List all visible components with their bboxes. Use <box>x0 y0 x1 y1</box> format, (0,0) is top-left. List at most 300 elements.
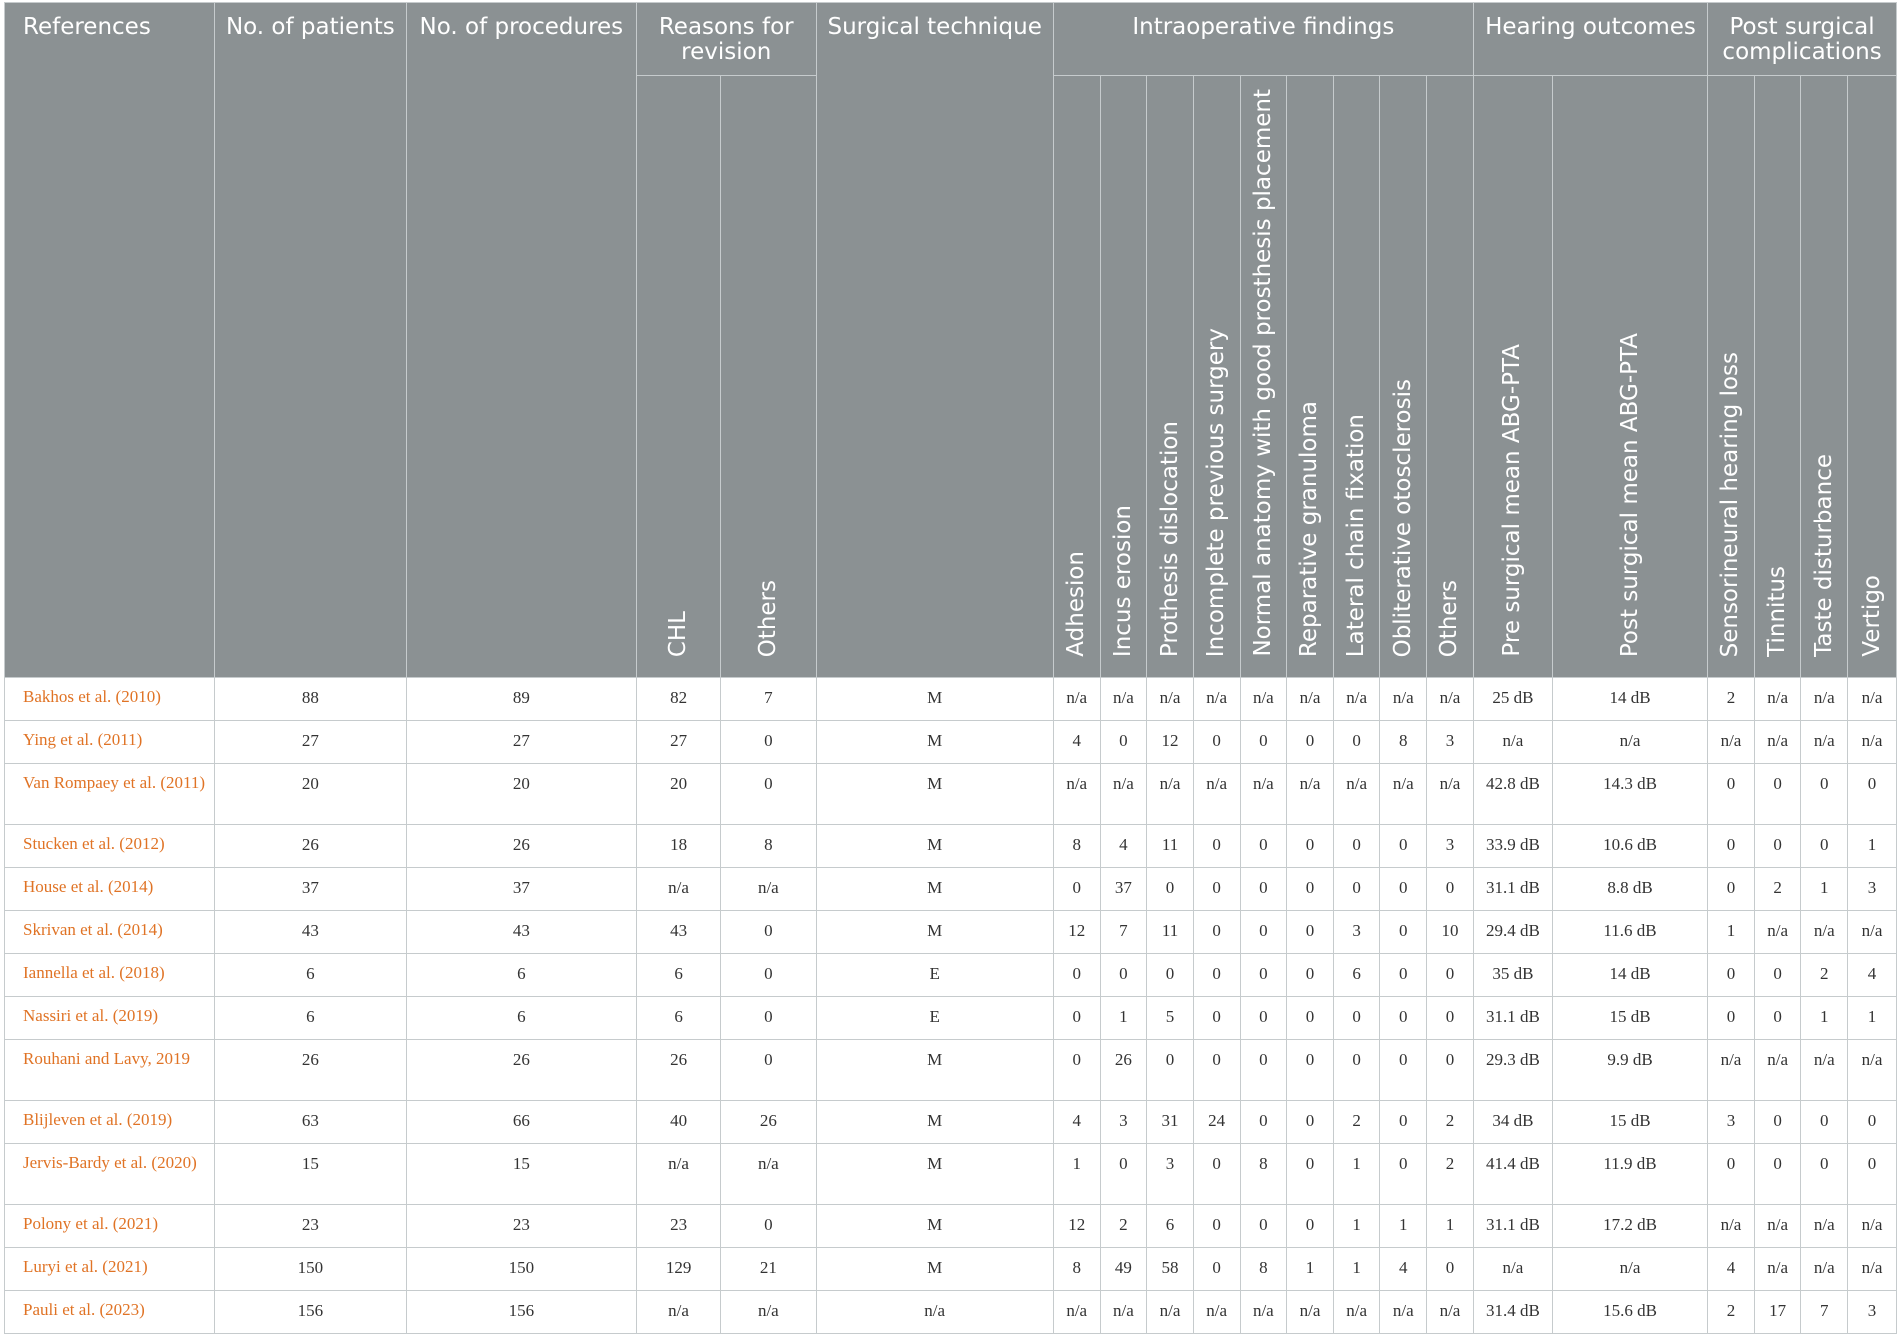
data-table <box>4 2 1897 1334</box>
header-vertigo <box>1848 76 1897 678</box>
table-cell: 42.8 dB <box>1473 764 1552 825</box>
table-cell: 0 <box>1053 954 1100 997</box>
table-cell: 31.1 dB <box>1473 868 1552 911</box>
table-cell: 8 <box>1380 721 1427 764</box>
table-cell: n/a <box>1848 911 1897 954</box>
table-cell: 11 <box>1147 911 1194 954</box>
header-tinnitus <box>1754 76 1801 678</box>
table-cell: 6 <box>214 954 406 997</box>
reference-link[interactable]: House et al. (2014) <box>5 868 215 911</box>
table-row <box>5 997 1897 1040</box>
table-cell: 10 <box>1427 911 1474 954</box>
header-pre-abg-label: Pre surgical mean ABG-PTA <box>1499 344 1526 657</box>
table-cell: 0 <box>1193 911 1240 954</box>
table-row <box>5 1040 1897 1101</box>
table-cell: n/a <box>721 868 816 911</box>
table-row <box>5 1291 1897 1334</box>
table-cell: 29.3 dB <box>1473 1040 1552 1101</box>
table-cell: 2 <box>1708 678 1755 721</box>
table-cell: 0 <box>721 1205 816 1248</box>
header-obliterative-otosclerosis-label: Obliterative otosclerosis <box>1389 378 1416 657</box>
table-cell: n/a <box>1287 678 1334 721</box>
reference-link[interactable]: Rouhani and Lavy, 2019 <box>5 1040 215 1101</box>
header-reasons: Reasons for revision <box>636 3 816 76</box>
table-cell: 41.4 dB <box>1473 1144 1552 1205</box>
reference-link[interactable]: Skrivan et al. (2014) <box>5 911 215 954</box>
reference-link[interactable]: Jervis-Bardy et al. (2020) <box>5 1144 215 1205</box>
table-cell: 7 <box>721 678 816 721</box>
table-cell: 0 <box>1053 997 1100 1040</box>
table-cell: 26 <box>721 1101 816 1144</box>
table-cell: 26 <box>1100 1040 1147 1101</box>
table-cell: n/a <box>1193 764 1240 825</box>
table-cell: n/a <box>636 1291 720 1334</box>
table-cell: n/a <box>1240 764 1287 825</box>
table-cell: 0 <box>1240 721 1287 764</box>
table-cell: 20 <box>406 764 636 825</box>
table-cell: 6 <box>636 954 720 997</box>
table-cell: 12 <box>1053 1205 1100 1248</box>
table-cell: n/a <box>1193 678 1240 721</box>
header-chl <box>636 76 720 678</box>
table-cell: 0 <box>1708 868 1755 911</box>
table-cell: n/a <box>1380 678 1427 721</box>
table-cell: 8 <box>1053 1248 1100 1291</box>
table-cell: 29.4 dB <box>1473 911 1552 954</box>
table-cell: 0 <box>1708 825 1755 868</box>
table-cell: 0 <box>1708 997 1755 1040</box>
table-cell: 0 <box>1240 954 1287 997</box>
table-cell: n/a <box>1552 1248 1707 1291</box>
table-cell: n/a <box>1053 764 1100 825</box>
table-cell: 0 <box>1708 1144 1755 1205</box>
table-cell: 0 <box>1333 997 1380 1040</box>
table-cell: 5 <box>1147 997 1194 1040</box>
table-row <box>5 721 1897 764</box>
table-cell: 0 <box>1427 954 1474 997</box>
table-cell: 156 <box>406 1291 636 1334</box>
header-incomplete-surgery <box>1193 76 1240 678</box>
header-chl-label: CHL <box>665 610 692 657</box>
table-cell: n/a <box>1754 911 1801 954</box>
table-row <box>5 1248 1897 1291</box>
table-cell: M <box>816 1040 1053 1101</box>
table-cell: 0 <box>1333 721 1380 764</box>
table-cell: 6 <box>1333 954 1380 997</box>
table-cell: 27 <box>636 721 720 764</box>
table-cell: 8.8 dB <box>1552 868 1707 911</box>
header-incus-erosion <box>1100 76 1147 678</box>
table-cell: 0 <box>1801 1144 1848 1205</box>
table-cell: n/a <box>1801 721 1848 764</box>
table-cell: 6 <box>214 997 406 1040</box>
table-cell: 0 <box>721 997 816 1040</box>
table-cell: n/a <box>1427 1291 1474 1334</box>
table-cell: 0 <box>1287 954 1334 997</box>
table-cell: n/a <box>1754 721 1801 764</box>
table-cell: n/a <box>1100 678 1147 721</box>
table-cell: 2 <box>1333 1101 1380 1144</box>
table-cell: 1 <box>1333 1248 1380 1291</box>
table-cell: 1 <box>1427 1205 1474 1248</box>
table-cell: n/a <box>1287 764 1334 825</box>
table-cell: n/a <box>1193 1291 1240 1334</box>
table-cell: n/a <box>1754 678 1801 721</box>
header-lateral-chain-fixation <box>1333 76 1380 678</box>
table-cell: 7 <box>1100 911 1147 954</box>
table-row <box>5 1101 1897 1144</box>
table-cell: 4 <box>1848 954 1897 997</box>
reference-link[interactable]: Blijleven et al. (2019) <box>5 1101 215 1144</box>
table-cell: E <box>816 997 1053 1040</box>
table-cell: 8 <box>1240 1144 1287 1205</box>
table-cell: 0 <box>1848 764 1897 825</box>
table-cell: M <box>816 1205 1053 1248</box>
table-cell: 0 <box>1287 1205 1334 1248</box>
table-cell: 0 <box>1053 868 1100 911</box>
table-cell: 89 <box>406 678 636 721</box>
table-cell: n/a <box>1287 1291 1334 1334</box>
header-snhl <box>1708 76 1755 678</box>
reference-link[interactable]: Nassiri et al. (2019) <box>5 997 215 1040</box>
table-cell: 37 <box>214 868 406 911</box>
table-cell: 0 <box>1100 954 1147 997</box>
table-cell: 0 <box>1380 1101 1427 1144</box>
table-cell: 43 <box>406 911 636 954</box>
table-cell: 40 <box>636 1101 720 1144</box>
table-cell: M <box>816 825 1053 868</box>
table-cell: 6 <box>406 954 636 997</box>
table-cell: 24 <box>1193 1101 1240 1144</box>
table-cell: 20 <box>214 764 406 825</box>
table-cell: 37 <box>406 868 636 911</box>
table-cell: 1 <box>1801 868 1848 911</box>
table-cell: n/a <box>1240 678 1287 721</box>
table-cell: 3 <box>1427 721 1474 764</box>
table-cell: 26 <box>214 825 406 868</box>
table-cell: 9.9 dB <box>1552 1040 1707 1101</box>
table-row <box>5 678 1897 721</box>
table-row <box>5 1144 1897 1205</box>
table-body <box>5 678 1897 1334</box>
table-cell: n/a <box>1333 678 1380 721</box>
table-cell: n/a <box>1801 1248 1848 1291</box>
table-cell: 4 <box>1708 1248 1755 1291</box>
table-cell: 2 <box>1100 1205 1147 1248</box>
table-cell: 0 <box>1427 868 1474 911</box>
table-cell: n/a <box>1100 1291 1147 1334</box>
table-row <box>5 1205 1897 1248</box>
table-cell: n/a <box>1427 678 1474 721</box>
table-cell: 0 <box>1240 911 1287 954</box>
table-cell: 0 <box>1754 954 1801 997</box>
table-cell: n/a <box>1708 721 1755 764</box>
table-cell: M <box>816 1248 1053 1291</box>
table-cell: 0 <box>1287 911 1334 954</box>
table-cell: n/a <box>1754 1040 1801 1101</box>
table-cell: 11.9 dB <box>1552 1144 1707 1205</box>
header-post-abg <box>1552 76 1707 678</box>
table-cell: n/a <box>1754 1248 1801 1291</box>
table-cell: 0 <box>721 1040 816 1101</box>
table-cell: 34 dB <box>1473 1101 1552 1144</box>
table-cell: 14.3 dB <box>1552 764 1707 825</box>
table-cell: 31.1 dB <box>1473 1205 1552 1248</box>
reference-link[interactable]: Van Rompaey et al. (2011) <box>5 764 215 825</box>
header-technique: Surgical technique <box>816 3 1053 678</box>
reference-link[interactable]: Bakhos et al. (2010) <box>5 678 215 721</box>
table-cell: 0 <box>1801 1101 1848 1144</box>
table-cell: 3 <box>1333 911 1380 954</box>
table-cell: 129 <box>636 1248 720 1291</box>
table-cell: 6 <box>636 997 720 1040</box>
table-cell: 0 <box>1287 721 1334 764</box>
table-cell: 0 <box>1754 764 1801 825</box>
table-cell: 2 <box>1801 954 1848 997</box>
table-cell: M <box>816 868 1053 911</box>
table-cell: 150 <box>214 1248 406 1291</box>
table-cell: 0 <box>1427 1248 1474 1291</box>
table-cell: 1 <box>1053 1144 1100 1205</box>
table-cell: 88 <box>214 678 406 721</box>
table-cell: 0 <box>1240 997 1287 1040</box>
table-cell: 0 <box>721 911 816 954</box>
header-references: References <box>5 3 215 678</box>
table-cell: 0 <box>1147 954 1194 997</box>
table-cell: 49 <box>1100 1248 1147 1291</box>
table-cell: n/a <box>1100 764 1147 825</box>
table-cell: 25 dB <box>1473 678 1552 721</box>
table-cell: 0 <box>721 954 816 997</box>
table-row <box>5 764 1897 825</box>
table-cell: 31 <box>1147 1101 1194 1144</box>
reference-link[interactable]: Polony et al. (2021) <box>5 1205 215 1248</box>
table-cell: n/a <box>1552 721 1707 764</box>
table-cell: 0 <box>1380 954 1427 997</box>
table-cell: 3 <box>1848 868 1897 911</box>
table-cell: 6 <box>406 997 636 1040</box>
table-cell: 15 <box>214 1144 406 1205</box>
header-vertigo-label: Vertigo <box>1858 575 1885 657</box>
header-post-abg-label: Post surgical mean ABG-PTA <box>1616 332 1643 657</box>
table-cell: 0 <box>1333 1040 1380 1101</box>
table-cell: M <box>816 721 1053 764</box>
table-cell: 0 <box>1240 1101 1287 1144</box>
table-cell: 1 <box>1100 997 1147 1040</box>
table-cell: 6 <box>1147 1205 1194 1248</box>
header-incomplete-surgery-label: Incomplete previous surgery <box>1203 327 1230 657</box>
table-cell: 1 <box>1380 1205 1427 1248</box>
header-obliterative-otosclerosis <box>1380 76 1427 678</box>
header-hearing: Hearing outcomes <box>1473 3 1707 76</box>
table-cell: 43 <box>214 911 406 954</box>
header-taste-label: Taste disturbance <box>1810 454 1837 657</box>
table-cell: 31.4 dB <box>1473 1291 1552 1334</box>
table-cell: M <box>816 911 1053 954</box>
table-cell: n/a <box>1147 678 1194 721</box>
header-row-groups <box>5 3 1897 76</box>
header-complications: Post surgical complications <box>1708 3 1897 76</box>
header-reparative-granuloma <box>1287 76 1334 678</box>
table-cell: 1 <box>1848 997 1897 1040</box>
table-cell: 0 <box>1240 825 1287 868</box>
table-cell: 0 <box>1754 1101 1801 1144</box>
header-findings-others <box>1427 76 1474 678</box>
table-cell: 0 <box>1287 997 1334 1040</box>
table-cell: n/a <box>1754 1205 1801 1248</box>
table-cell: n/a <box>1240 1291 1287 1334</box>
table-cell: 14 dB <box>1552 954 1707 997</box>
table-cell: 18 <box>636 825 720 868</box>
header-taste <box>1801 76 1848 678</box>
table-cell: 35 dB <box>1473 954 1552 997</box>
reference-link[interactable]: Pauli et al. (2023) <box>5 1291 215 1334</box>
table-cell: n/a <box>721 1291 816 1334</box>
table-cell: 17.2 dB <box>1552 1205 1707 1248</box>
table-cell: 26 <box>636 1040 720 1101</box>
table-cell: M <box>816 678 1053 721</box>
header-reparative-granuloma-label: Reparative granuloma <box>1296 400 1323 657</box>
table-cell: n/a <box>1147 764 1194 825</box>
table-cell: n/a <box>1801 678 1848 721</box>
table-cell: 15 dB <box>1552 1101 1707 1144</box>
table-cell: n/a <box>1848 1248 1897 1291</box>
header-normal-anatomy-label: Normal anatomy with good prosthesis placement <box>1249 89 1276 657</box>
table-cell: 0 <box>1380 997 1427 1040</box>
table-cell: 15.6 dB <box>1552 1291 1707 1334</box>
table-cell: 0 <box>1100 1144 1147 1205</box>
table-cell: n/a <box>636 868 720 911</box>
header-findings-others-label: Others <box>1436 579 1463 657</box>
table-row <box>5 911 1897 954</box>
table-cell: 7 <box>1801 1291 1848 1334</box>
table-cell: 4 <box>1053 721 1100 764</box>
table-cell: n/a <box>816 1291 1053 1334</box>
table-cell: 0 <box>1193 721 1240 764</box>
table-cell: E <box>816 954 1053 997</box>
table-cell: 15 <box>406 1144 636 1205</box>
table-cell: 0 <box>1287 1101 1334 1144</box>
table-cell: 1 <box>1333 1205 1380 1248</box>
table-cell: 3 <box>1147 1144 1194 1205</box>
table-cell: 0 <box>1193 1205 1240 1248</box>
table-cell: n/a <box>1708 1205 1755 1248</box>
table-cell: 0 <box>1848 1101 1897 1144</box>
table-cell: n/a <box>1848 721 1897 764</box>
table-cell: 3 <box>1708 1101 1755 1144</box>
table-cell: 26 <box>406 825 636 868</box>
table-cell: 0 <box>1708 764 1755 825</box>
header-reasons-others-label: Others <box>754 579 781 657</box>
table-cell: n/a <box>1473 721 1552 764</box>
table-cell: 23 <box>214 1205 406 1248</box>
header-patients: No. of patients <box>214 3 406 678</box>
table-cell: 0 <box>1193 954 1240 997</box>
table-cell: 14 dB <box>1552 678 1707 721</box>
table-cell: 0 <box>1193 1144 1240 1205</box>
table-cell: 4 <box>1100 825 1147 868</box>
table-cell: 0 <box>1380 825 1427 868</box>
table-cell: 2 <box>1754 868 1801 911</box>
table-cell: 27 <box>406 721 636 764</box>
header-findings: Intraoperative findings <box>1053 3 1473 76</box>
table-cell: 0 <box>1287 1040 1334 1101</box>
table-cell: n/a <box>1333 1291 1380 1334</box>
table-cell: 1 <box>1801 997 1848 1040</box>
reference-link[interactable]: Ying et al. (2011) <box>5 721 215 764</box>
table-cell: 0 <box>1380 1144 1427 1205</box>
table-cell: 2 <box>1427 1144 1474 1205</box>
header-incus-erosion-label: Incus erosion <box>1109 504 1136 657</box>
table-cell: 11.6 dB <box>1552 911 1707 954</box>
table-cell: 66 <box>406 1101 636 1144</box>
table-cell: M <box>816 764 1053 825</box>
table-cell: 0 <box>1427 997 1474 1040</box>
table-cell: n/a <box>1801 1205 1848 1248</box>
table-cell: 0 <box>1708 954 1755 997</box>
reference-link[interactable]: Luryi et al. (2021) <box>5 1248 215 1291</box>
table-cell: 3 <box>1100 1101 1147 1144</box>
table-cell: 2 <box>1708 1291 1755 1334</box>
reference-link[interactable]: Stucken et al. (2012) <box>5 825 215 868</box>
table-cell: 0 <box>1193 825 1240 868</box>
header-snhl-label: Sensorineural hearing loss <box>1717 351 1744 657</box>
table-cell: n/a <box>1801 1040 1848 1101</box>
table-cell: 26 <box>406 1040 636 1101</box>
header-normal-anatomy <box>1240 76 1287 678</box>
table-cell: 1 <box>1848 825 1897 868</box>
table-cell: n/a <box>1380 764 1427 825</box>
table-cell: 1 <box>1287 1248 1334 1291</box>
table-cell: 2 <box>1427 1101 1474 1144</box>
table-cell: 33.9 dB <box>1473 825 1552 868</box>
table-cell: n/a <box>1801 911 1848 954</box>
header-prothesis-dislocation-label: Prothesis dislocation <box>1156 420 1183 657</box>
table-cell: 0 <box>1333 868 1380 911</box>
table-cell: 26 <box>214 1040 406 1101</box>
table-cell: 8 <box>1053 825 1100 868</box>
table-cell: M <box>816 1101 1053 1144</box>
table-cell: 0 <box>1287 868 1334 911</box>
table-cell: 0 <box>1287 825 1334 868</box>
table-cell: 0 <box>1380 868 1427 911</box>
table-cell: n/a <box>1053 1291 1100 1334</box>
table-cell: n/a <box>1848 678 1897 721</box>
table-cell: 0 <box>721 764 816 825</box>
table-cell: 0 <box>1754 825 1801 868</box>
table-row <box>5 868 1897 911</box>
table-cell: 20 <box>636 764 720 825</box>
table-cell: n/a <box>1053 678 1100 721</box>
table-cell: 0 <box>1240 1205 1287 1248</box>
table-cell: 0 <box>1380 1040 1427 1101</box>
reference-link[interactable]: Iannella et al. (2018) <box>5 954 215 997</box>
table-cell: 0 <box>1801 825 1848 868</box>
table-cell: 1 <box>1333 1144 1380 1205</box>
table-row <box>5 954 1897 997</box>
table-cell: n/a <box>1380 1291 1427 1334</box>
table-cell: 0 <box>1147 1040 1194 1101</box>
table-cell: 3 <box>1848 1291 1897 1334</box>
table-cell: 4 <box>1380 1248 1427 1291</box>
table-cell: 21 <box>721 1248 816 1291</box>
table-cell: 0 <box>1240 868 1287 911</box>
table-cell: 0 <box>1754 1144 1801 1205</box>
table-cell: 58 <box>1147 1248 1194 1291</box>
table-cell: 0 <box>1380 911 1427 954</box>
table-cell: 8 <box>721 825 816 868</box>
table-cell: 0 <box>1193 1248 1240 1291</box>
